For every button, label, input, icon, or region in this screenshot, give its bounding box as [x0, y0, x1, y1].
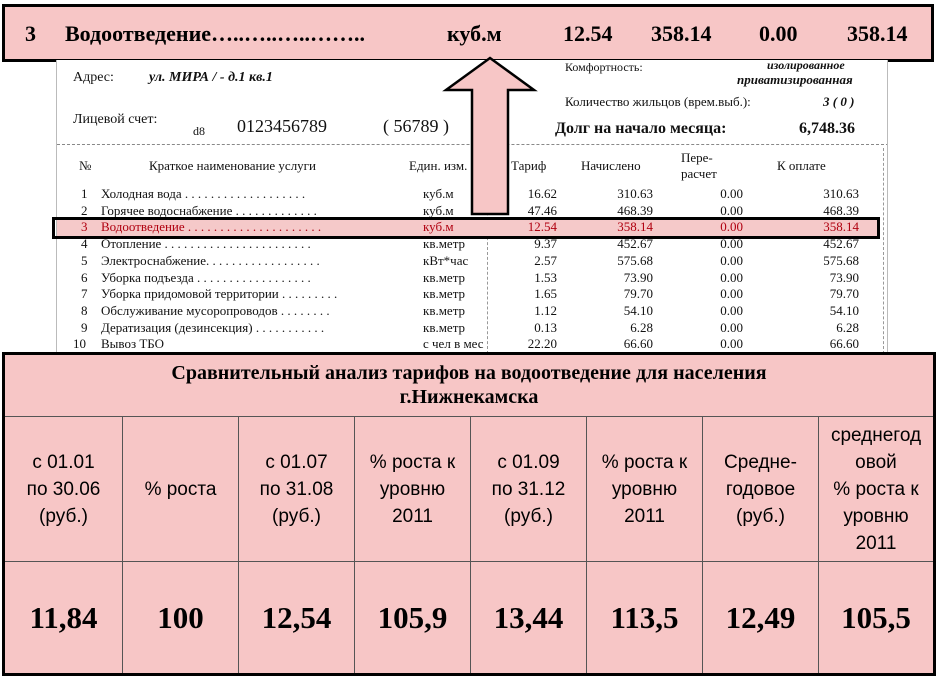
analysis-column-header	[123, 417, 238, 562]
analysis-column	[819, 417, 933, 673]
receipt-cell-accrued: 358.14	[617, 219, 653, 235]
receipt-col-divider	[883, 148, 884, 354]
receipt-cell-name: Холодная вода . . . . . . . . . . . . . . . . . . .	[101, 186, 306, 201]
comfort-label: Комфортность:	[565, 60, 643, 74]
receipt-cell-unit: кв.метр	[423, 269, 466, 285]
unit: куб.м	[447, 21, 502, 46]
analysis-column	[703, 417, 819, 673]
receipt-cell-to-pay: 358.14	[823, 219, 859, 235]
debt-label: Долг на начало месяца:	[555, 120, 727, 137]
receipt-cell-accrued: 452.67	[617, 236, 653, 252]
analysis-value: 105,9	[377, 599, 448, 635]
analysis-column-header	[5, 417, 122, 562]
receipt-cell-num: 7	[81, 286, 88, 302]
account-code: d8	[193, 124, 205, 138]
receipt-cell-tariff: 1.12	[534, 302, 557, 318]
address-value: ул. МИРА / - д.1 кв.1	[149, 70, 273, 85]
analysis-header-text: среднегод овой % роста к уровню 2011	[830, 424, 922, 554]
analysis-column-header	[239, 417, 354, 562]
receipt-cell-name: Отопление . . . . . . . . . . . . . . . . . . . . . . .	[101, 236, 311, 252]
comfort-value-1: изолированное	[767, 60, 845, 72]
receipt-cell-tariff: 47.46	[527, 202, 557, 218]
analysis-value: 11,84	[29, 599, 98, 635]
col-header-name: Краткое наименование услуги	[149, 158, 316, 173]
receipt-cell-to-pay: 575.68	[823, 252, 859, 268]
analysis-value: 12,54	[261, 599, 332, 635]
col-header-to-pay: К оплате	[777, 158, 826, 173]
account-short: ( 56789 )	[383, 116, 449, 136]
analysis-column	[123, 417, 239, 673]
receipt-cell-tariff: 22.20	[527, 336, 557, 352]
receipt-cell-name: Электроснабжение. . . . . . . . . . . . . . . . . .	[101, 252, 320, 268]
receipt-cell-name: Горячее водоснабжение . . . . . . . . . . . . .	[101, 202, 317, 218]
analysis-value: 12,49	[725, 599, 796, 635]
receipt-cell-num: 2	[81, 202, 88, 218]
highlighted-service-row	[2, 4, 934, 62]
receipt-cell-num: 1	[81, 186, 88, 201]
analysis-value: 113,5	[610, 599, 679, 635]
analysis-title-line-2: г.Нижнекамска	[399, 386, 539, 408]
receipt-cell-num: 9	[81, 319, 88, 335]
receipt-cell-recalc: 0.00	[720, 286, 743, 302]
receipt-cell-to-pay: 66.60	[829, 336, 859, 352]
receipt-cell-to-pay: 54.10	[829, 302, 859, 318]
analysis-column	[471, 417, 587, 673]
analysis-value: 13,44	[493, 599, 564, 635]
receipt-cell-accrued: 79.70	[623, 286, 653, 302]
residents-label: Количество жильцов (врем.выб.):	[565, 94, 751, 109]
analysis-header-text: % роста	[144, 478, 217, 500]
receipt-cell-tariff: 0.13	[534, 319, 557, 335]
to-pay: 358.14	[847, 21, 908, 46]
receipt-cell-accrued: 310.63	[617, 186, 653, 201]
col-header-unit: Един. изм.	[409, 158, 468, 173]
receipt-cell-name: Дератизация (дезинсекция) . . . . . . . . . . .	[101, 319, 325, 335]
address-label: Адрес:	[73, 70, 114, 85]
receipt-cell-unit: кв.метр	[423, 302, 466, 318]
col-header-tariff: Тариф	[511, 158, 547, 173]
analysis-value: 100	[157, 599, 204, 635]
receipt-cell-unit: кв.метр	[423, 319, 466, 335]
receipt-cell-unit: с чел в мес	[423, 336, 484, 352]
receipt-cell-recalc: 0.00	[720, 302, 743, 318]
service-name: Водоотведение…..…..…..……..	[65, 21, 366, 46]
receipt-cell-recalc: 0.00	[720, 319, 743, 335]
residents-value: 3 ( 0 )	[823, 94, 855, 109]
account-label: Лицевой счет:	[73, 112, 158, 127]
analysis-title	[5, 355, 933, 417]
receipt-cell-unit: куб.м	[423, 219, 454, 235]
analysis-column-header	[819, 417, 933, 562]
receipt-cell-recalc: 0.00	[720, 252, 743, 268]
analysis-header-text: % роста к уровню 2011	[369, 451, 456, 527]
analysis-column-header	[703, 417, 818, 562]
receipt-cell-accrued: 6.28	[630, 319, 653, 335]
receipt-cell-name: Уборка придомовой территории . . . . . . . . .	[101, 286, 338, 302]
receipt-cell-accrued: 468.39	[617, 202, 653, 218]
receipt-cell-unit: кВт*час	[423, 252, 469, 268]
analysis-column	[5, 417, 123, 673]
receipt-cell-name: Уборка подъезда . . . . . . . . . . . . . . . . . .	[101, 269, 311, 285]
receipt-cell-accrued: 73.90	[623, 269, 653, 285]
receipt-cell-recalc: 0.00	[720, 236, 743, 252]
receipt-cell-name: Вывоз ТБО	[101, 336, 165, 352]
analysis-header-text: с 01.09 по 31.12 (руб.)	[491, 451, 566, 527]
accrued: 358.14	[651, 21, 712, 46]
row-highlight-frame	[52, 217, 880, 239]
analysis-column	[239, 417, 355, 673]
row-number: 3	[25, 21, 36, 46]
analysis-column	[587, 417, 703, 673]
up-arrow-icon	[440, 56, 540, 218]
analysis-header-text: с 01.07 по 31.08 (руб.)	[259, 451, 334, 527]
analysis-header-text: с 01.01 по 30.06 (руб.)	[26, 451, 101, 527]
receipt-cell-accrued: 66.60	[623, 336, 653, 352]
receipt-cell-recalc: 0.00	[720, 186, 743, 201]
receipt-cell-num: 8	[81, 302, 88, 318]
receipt-cell-to-pay: 452.67	[823, 236, 859, 252]
col-header-accrued: Начислено	[581, 158, 641, 173]
receipt-cell-num: 5	[81, 252, 88, 268]
receipt-cell-name: Обслуживание мусоропроводов . . . . . . . .	[101, 302, 330, 318]
analysis-column-header	[355, 417, 470, 562]
analysis-column-header	[471, 417, 586, 562]
receipt-cell-unit: куб.м	[423, 202, 454, 218]
col-header-recalc-1: Пере-	[681, 150, 713, 165]
receipt-cell-recalc: 0.00	[720, 269, 743, 285]
receipt-cell-to-pay: 468.39	[823, 202, 859, 218]
receipt-cell-num: 6	[81, 269, 88, 285]
receipt-cell-num: 4	[81, 236, 88, 252]
receipt-cell-num: 3	[81, 219, 88, 235]
receipt-cell-to-pay: 310.63	[823, 186, 859, 201]
tariff-analysis-table	[2, 352, 936, 676]
receipt-cell-accrued: 575.68	[617, 252, 653, 268]
receipt-cell-unit: куб.м	[423, 186, 454, 201]
receipt-cell-tariff: 1.53	[534, 269, 557, 285]
analysis-value: 105,5	[841, 599, 911, 635]
receipt-cell-tariff: 1.65	[534, 286, 557, 302]
receipt-cell-recalc: 0.00	[720, 336, 743, 352]
receipt-cell-recalc: 0.00	[720, 202, 743, 218]
analysis-header-text: % роста к уровню 2011	[601, 451, 688, 527]
debt-value: 6,748.36	[799, 120, 855, 137]
account-number: 0123456789	[237, 116, 327, 136]
receipt-cell-name: Водоотведение . . . . . . . . . . . . . . . . . . . . .	[101, 219, 322, 235]
receipt-cell-to-pay: 73.90	[829, 269, 859, 285]
receipt-cell-recalc: 0.00	[720, 219, 743, 235]
analysis-header-text: Средне- годовое (руб.)	[724, 451, 797, 527]
analysis-title-line-1: Сравнительный анализ тарифов на водоотведение для населения	[171, 362, 767, 384]
receipt-cell-tariff: 9.37	[534, 236, 557, 252]
analysis-column-header	[587, 417, 702, 562]
col-header-num: №	[79, 158, 92, 173]
col-header-recalc-2: расчет	[681, 166, 717, 181]
analysis-column	[355, 417, 471, 673]
receipt-cell-unit: кв.метр	[423, 236, 466, 252]
recalc: 0.00	[759, 21, 798, 46]
tariff: 12.54	[563, 21, 613, 46]
receipt-cell-unit: кв.метр	[423, 286, 466, 302]
receipt-cell-accrued: 54.10	[623, 302, 653, 318]
receipt-cell-tariff: 16.62	[527, 186, 557, 201]
comfort-value-2: приватизированная	[737, 72, 853, 87]
receipt-cell-tariff: 12.54	[527, 219, 557, 235]
receipt-cell-to-pay: 79.70	[829, 286, 859, 302]
receipt-cell-to-pay: 6.28	[836, 319, 859, 335]
receipt-cell-num: 10	[73, 336, 86, 352]
arrow-shape	[446, 58, 534, 214]
receipt-cell-tariff: 2.57	[534, 252, 557, 268]
